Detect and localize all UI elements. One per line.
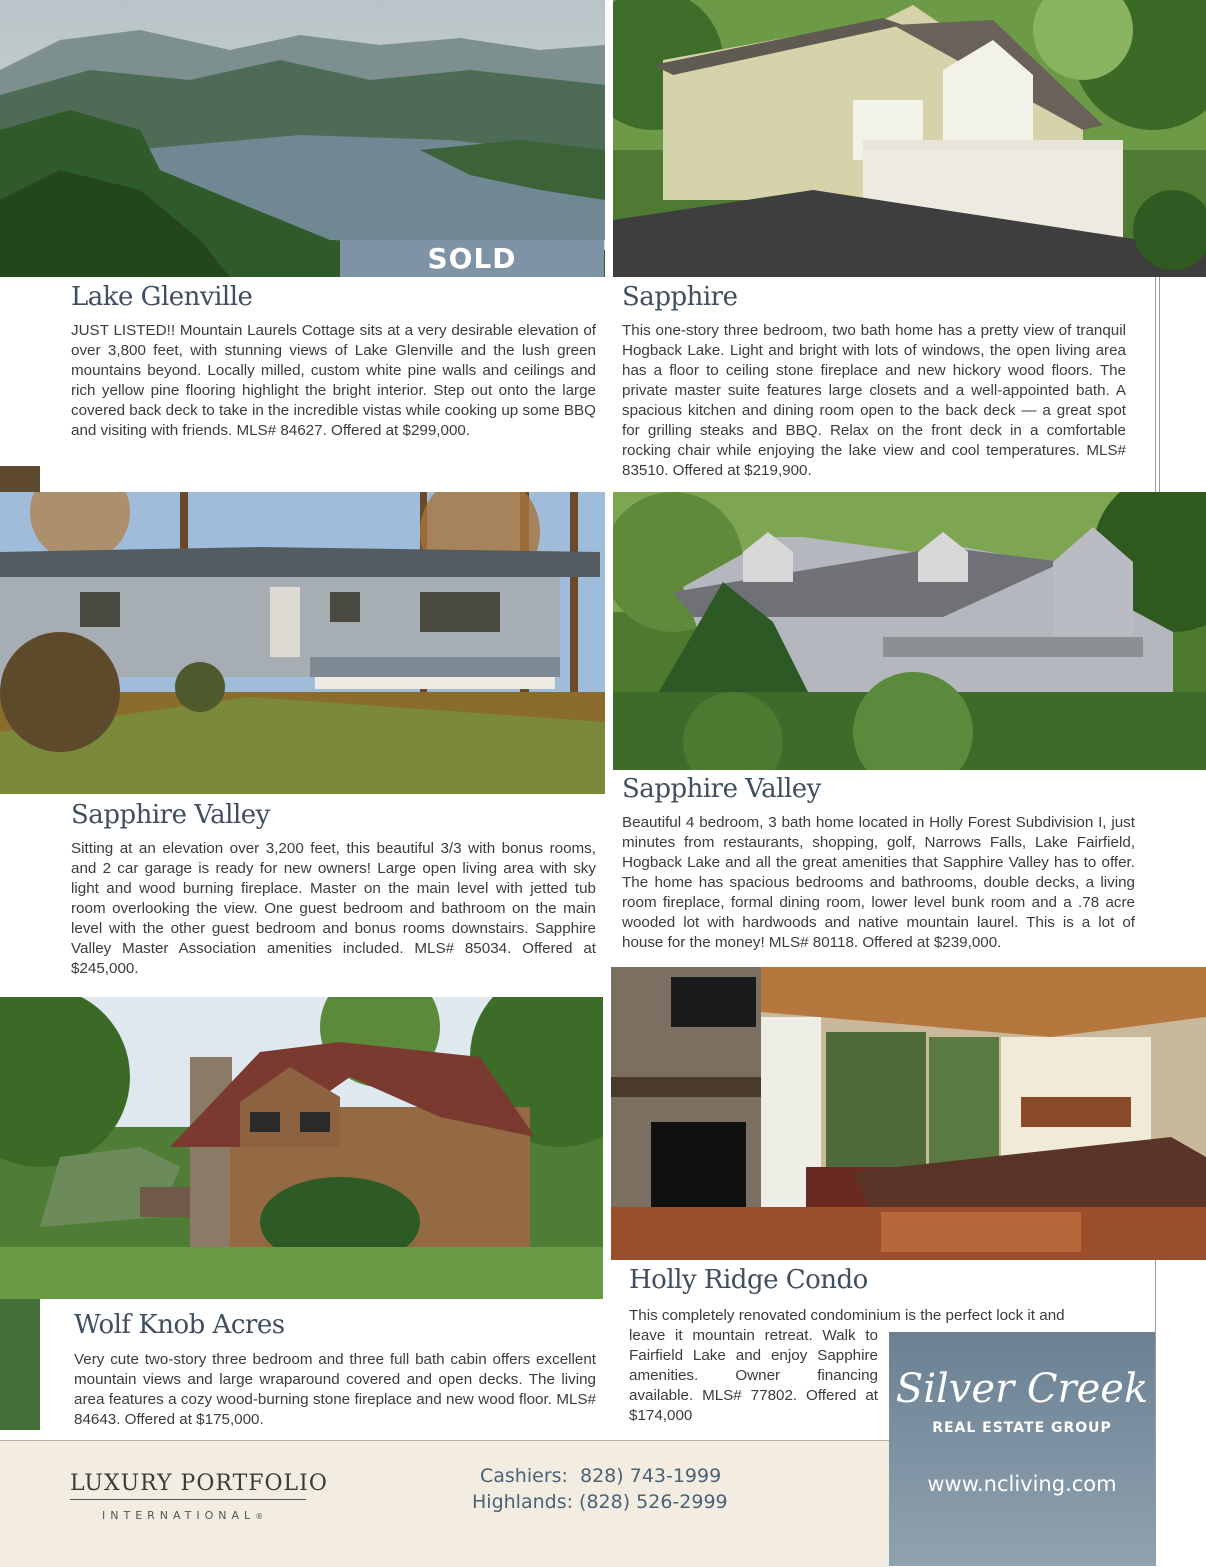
listing-desc-holly-ridge-condo: leave it mountain retreat. Walk to Fairfield Lake and enjoy Sapphire amenities. Owner financing available. MLS# 77802. Offered at $174,000 — [629, 1327, 878, 1424]
photo-edge-left — [0, 466, 40, 492]
affiliate-underline — [70, 1499, 306, 1500]
photo-sapphire — [613, 0, 1206, 277]
divider-right-top — [1155, 277, 1156, 492]
phone-highlands[interactable]: Highlands: (828) 526-2999 — [472, 1491, 728, 1513]
photo-lake-glenville — [0, 0, 605, 277]
listing-title-holly-ridge-condo: Holly Ridge Condo — [629, 1265, 868, 1295]
brand-website[interactable]: www.ncliving.com — [927, 1472, 1117, 1496]
registered-mark: ® — [255, 1512, 264, 1521]
listing-title-wolf-knob-acres: Wolf Knob Acres — [74, 1310, 285, 1340]
listing-desc-sapphire-valley-2: Beautiful 4 bedroom, 3 bath home located in Holly Forest Subdivision I, just minutes from restaurants, shopping, golf, Narrows Falls, Lake Fairfield, Hogback Lake and all the great amenities that Sapphire Valley has to offer. The home has spacious bedrooms and bathrooms, double decks, a living room fireplace, formal dining room, lower level bunk room and a .78 acre wooded lot with hardwoods and native mountain laurel. This is a lot of house for the money! MLS# 80118. Offered at $239,000. — [622, 814, 1135, 951]
photo-wolf-knob-acres — [0, 997, 603, 1299]
phone-cashiers[interactable]: Cashiers: 828) 743-1999 — [480, 1465, 722, 1487]
affiliate-sub: INTERNATIONAL — [102, 1509, 256, 1522]
photo-sapphire-valley-1 — [0, 492, 605, 794]
listing-title-sapphire-valley-2: Sapphire Valley — [622, 774, 821, 804]
listing-title-sapphire: Sapphire — [622, 282, 738, 312]
listing-desc-holly-ridge-condo-line1: This completely renovated condominium is the perfect lock it and — [629, 1307, 1065, 1324]
listing-desc-sapphire-valley-1: Sitting at an elevation over 3,200 feet, this beautiful 3/3 with bonus rooms, and 2 car garage is ready for new owners! Large open living area with sky light and wood burning fireplace. Master on the main level with jetted tub room overlooking the view. One guest bedroom and bathroom on the main level with the other guest bedroom and bonus rooms downstairs. Sapphire Valley Master Association amenities included. MLS# 85034. Offered at $245,000. — [71, 840, 596, 977]
listing-desc-wolf-knob-acres: Very cute two-story three bedroom and three full bath cabin offers excellent mountain views and large wraparound covered and open decks. The living area features a cozy wood-burning stone fireplace and new wood floor. MLS# 84643. Offered at $175,000. — [74, 1351, 596, 1428]
photo-sapphire-valley-2 — [613, 492, 1206, 770]
photo-edge-left-2 — [0, 1299, 40, 1430]
brand-tagline: REAL ESTATE GROUP — [932, 1420, 1112, 1436]
affiliate-name: LUXURY PORTFOLIO — [70, 1471, 328, 1496]
listing-title-lake-glenville: Lake Glenville — [71, 282, 253, 312]
sold-badge: SOLD — [340, 240, 604, 277]
listing-desc-sapphire: This one-story three bedroom, two bath home has a pretty view of tranquil Hogback Lake. Light and bright with lots of windows, the open living area has a floor to ceiling stone fireplace and new hickory wood floors. The private master suite features large closets and a well-appointed bath. A spacious kitchen and dining room open to the back deck — a great spot for grilling steaks and BBQ. Relax on the front deck in a comfortable rocking chair while enjoying the lake view and cool temperatures. MLS# 83510. Offered at $219,900. — [622, 322, 1126, 479]
listing-desc-lake-glenville: JUST LISTED!! Mountain Laurels Cottage sits at a very desirable elevation of over 3,800 feet, with stunning views of Lake Glenville and the lush green mountains beyond. Locally milled, custom white pine walls and ceilings and rich yellow pine flooring highlight the bright interior. Step out onto the large covered back deck to take in the incredible vistas while cooking up some BBQ and visiting with friends. MLS# 84627. Offered at $299,000. — [71, 322, 596, 439]
phone-block — [472, 1463, 742, 1515]
divider-right-top-2 — [1159, 277, 1160, 492]
affiliate-logo — [70, 1471, 328, 1531]
footer-bar — [0, 1440, 890, 1567]
brand-name: Silver Creek — [895, 1366, 1149, 1412]
brand-panel — [889, 1332, 1155, 1566]
listing-title-sapphire-valley-1: Sapphire Valley — [71, 800, 270, 830]
photo-holly-ridge-condo — [611, 967, 1206, 1260]
affiliate-sub-wrap — [102, 1504, 263, 1523]
divider-right-bottom — [1155, 1260, 1156, 1566]
